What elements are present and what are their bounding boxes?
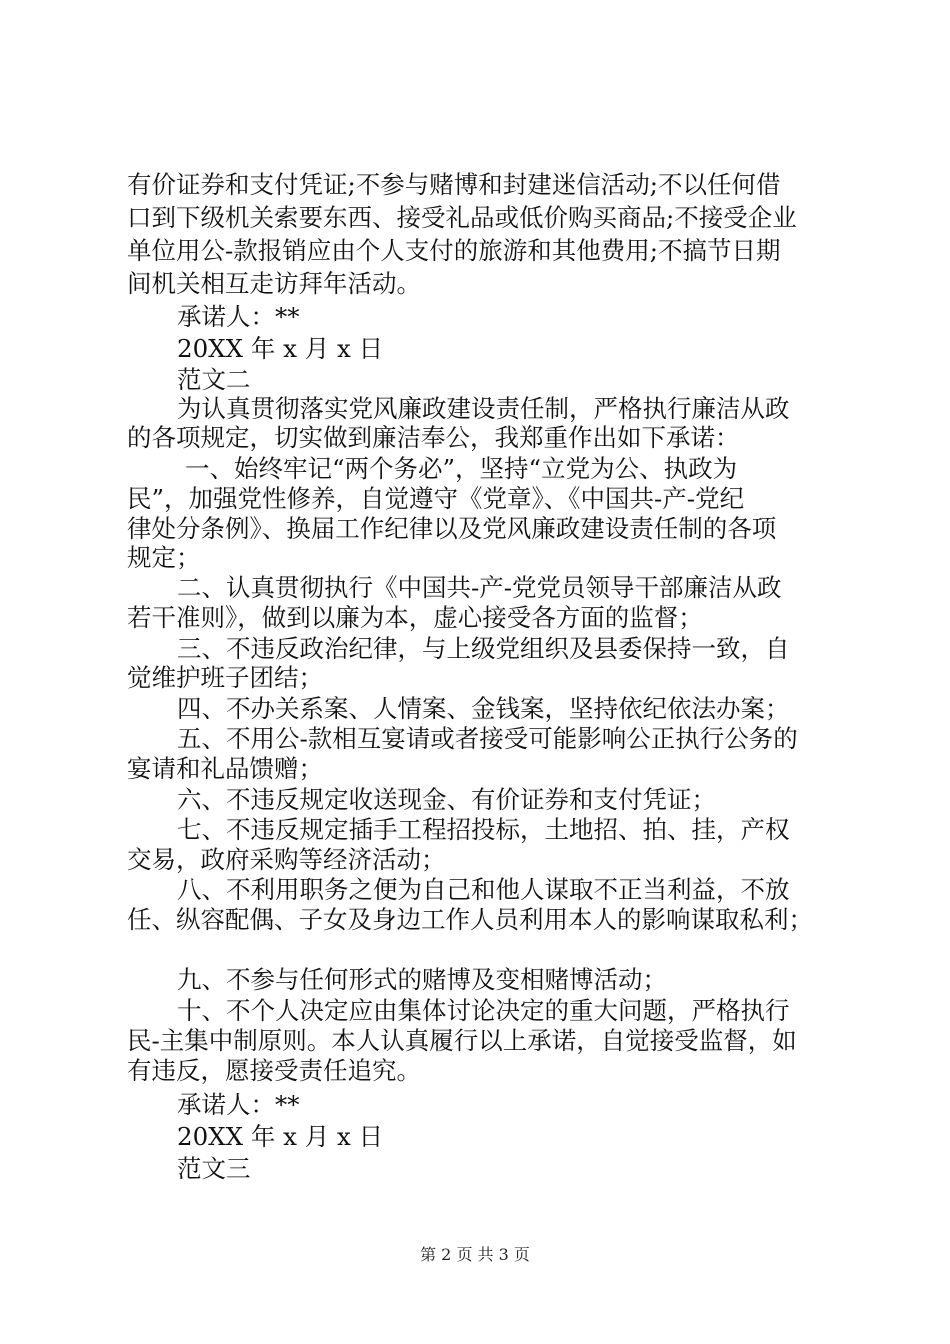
signatory-line: 承诺人：** [177, 302, 300, 331]
text-line: 十、不个人决定应由集体讨论决定的重大问题，严格执行 [177, 996, 790, 1025]
text-line: 有违反，愿接受责任追究。 [127, 1056, 421, 1085]
text-line: 八、不利用职务之便为自己和他人谋取不正当利益，不放 [177, 875, 790, 904]
text-line: 有价证券和支付凭证;不参与赌博和封建迷信活动;不以任何借 [127, 170, 781, 199]
text-line: 律处分条例》、换届工作纪律以及党风廉政建设责任制的各项 [127, 514, 777, 543]
text-line: 九、不参与任何形式的赌博及变相赌博活动； [177, 965, 667, 994]
text-line: 七、不违反规定插手工程招投标，土地招、拍、挂，产权 [177, 815, 790, 844]
date-line: 20XX 年 x 月 x 日 [177, 334, 384, 363]
date-line: 20XX 年 x 月 x 日 [177, 1122, 384, 1151]
text-line: 单位用公-款报销应由个人支付的旅游和其他费用;不搞节日期 [127, 236, 781, 265]
text-line: 民”，加强党性修养，自觉遵守《党章》、《中国共-产-党纪 [127, 484, 745, 513]
text-line: 民-主集中制原则。本人认真履行以上承诺，自觉接受监督，如 [127, 1026, 797, 1055]
page-footer: 第 2 页 共 3 页 [420, 1245, 530, 1264]
text-line: 的各项规定，切实做到廉洁奉公，我郑重作出如下承诺： [127, 423, 740, 452]
text-line: 口到下级机关索要东西、接受礼品或低价购买商品;不接受企业 [127, 203, 797, 232]
text-line: 三、不违反政治纪律，与上级党组织及县委保持一致，自 [177, 634, 790, 663]
text-line: 任、纵容配偶、子女及身边工作人员利用本人的影响谋取私利； [127, 905, 813, 934]
text-line: 为认真贯彻落实党风廉政建设责任制，严格执行廉洁从政 [177, 394, 790, 423]
text-line: 四、不办关系案、人情案、金钱案，坚持依纪依法办案； [177, 694, 790, 723]
text-line: 六、不违反规定收送现金、有价证券和支付凭证； [177, 785, 716, 814]
text-line: 间机关相互走访拜年活动。 [127, 269, 421, 298]
text-line: 若干准则》，做到以廉为本，虚心接受各方面的监督； [127, 603, 703, 632]
section-heading: 范文二 [177, 365, 251, 394]
text-line: 五、不用公-款相互宴请或者接受可能影响公正执行公务的 [177, 724, 798, 753]
text-line: 规定； [127, 543, 201, 572]
text-line: 交易，政府采购等经济活动； [127, 845, 446, 874]
signatory-line: 承诺人：** [177, 1090, 300, 1119]
text-line: 宴请和礼品馈赠； [127, 754, 323, 783]
text-line: 二、认真贯彻执行《中国共-产-党党员领导干部廉洁从政 [177, 573, 782, 602]
section-heading: 范文三 [177, 1154, 251, 1183]
text-line: 一、始终牢记“两个务必”，坚持“立党为公、执政为 [185, 454, 738, 483]
text-line: 觉维护班子团结； [127, 663, 323, 692]
